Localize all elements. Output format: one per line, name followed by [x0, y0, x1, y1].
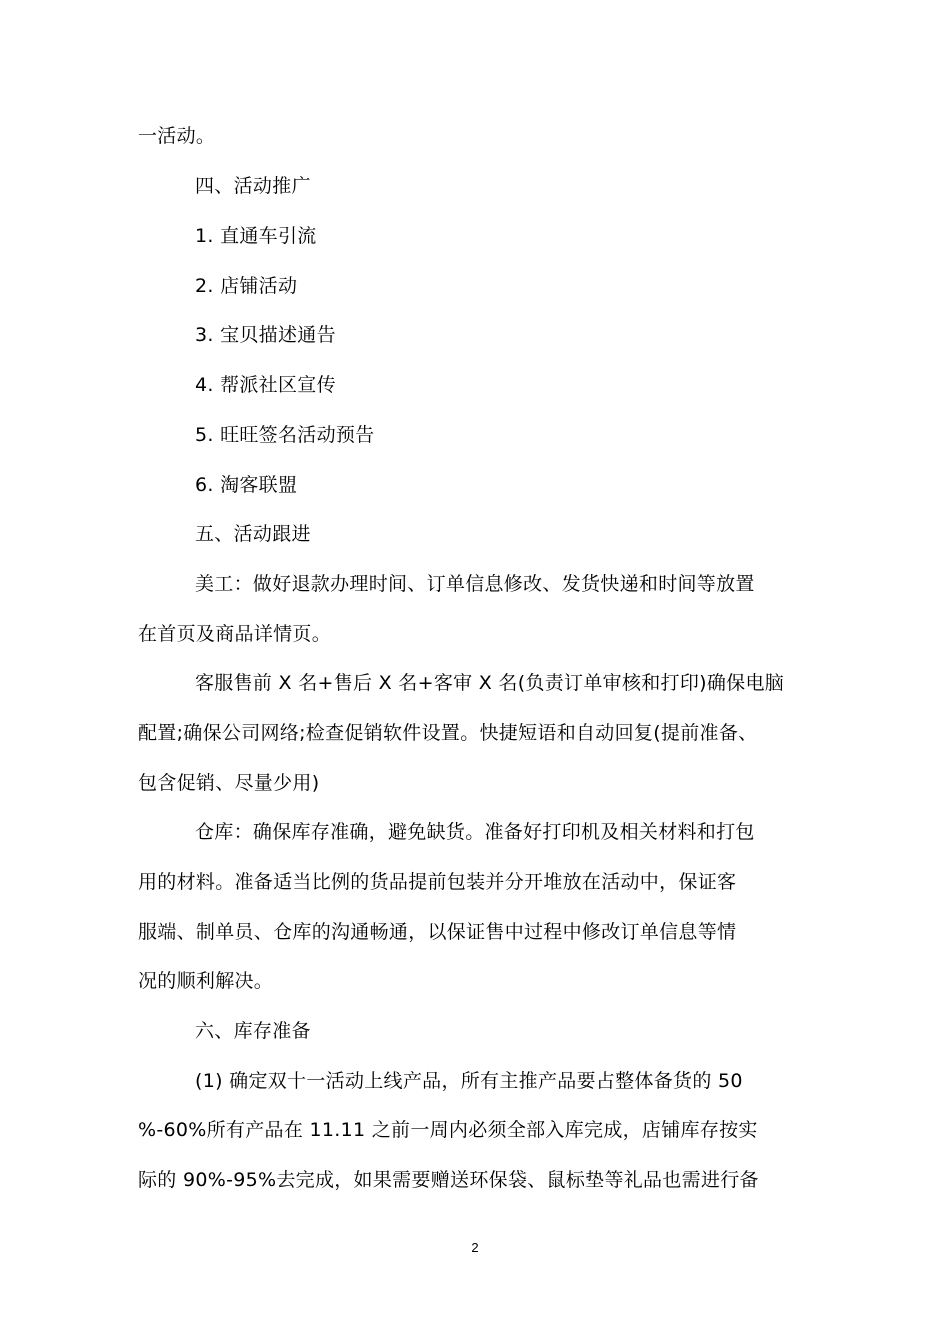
- paragraph-line: 在首页及商品详情页。: [138, 623, 332, 645]
- paragraph-line: %-60%所有产品在 11.11 之前一周内必须全部入库完成，店铺库存按实: [138, 1119, 758, 1141]
- list-item: 6. 淘客联盟: [195, 474, 298, 496]
- paragraph-line: 况的顺利解决。: [138, 970, 274, 992]
- paragraph-line: 配置;确保公司网络;检查促销软件设置。快捷短语和自动回复(提前准备、: [138, 722, 758, 744]
- list-item: 1. 直通车引流: [195, 225, 317, 247]
- paragraph-line: 美工：做好退款办理时间、订单信息修改、发货快递和时间等放置: [195, 573, 755, 595]
- list-item: 5. 旺旺签名活动预告: [195, 424, 375, 446]
- text-line: 一活动。: [138, 125, 216, 147]
- paragraph-line: 服端、制单员、仓库的沟通畅通，以保证售中过程中修改订单信息等情: [138, 921, 737, 943]
- list-item: 2. 店铺活动: [195, 275, 298, 297]
- section-heading: 四、活动推广: [195, 175, 311, 197]
- page-number: 2: [471, 1240, 479, 1255]
- section-heading: 六、库存准备: [195, 1020, 311, 1042]
- paragraph-line: 客服售前 X 名+售后 X 名+客审 X 名(负责订单审核和打印)确保电脑: [195, 672, 785, 694]
- list-item: 3. 宝贝描述通告: [195, 324, 336, 346]
- paragraph-line: 仓库：确保库存准确，避免缺货。准备好打印机及相关材料和打包: [195, 821, 755, 843]
- paragraph-line: 用的材料。准备适当比例的货品提前包装并分开堆放在活动中，保证客: [138, 871, 737, 893]
- paragraph-line: 包含促销、尽量少用): [138, 772, 320, 794]
- list-item: 4. 帮派社区宣传: [195, 374, 336, 396]
- section-heading: 五、活动跟进: [195, 523, 311, 545]
- paragraph-line: (1) 确定双十一活动上线产品，所有主推产品要占整体备货的 50: [195, 1070, 743, 1092]
- paragraph-line: 际的 90%-95%去完成，如果需要赠送环保袋、鼠标垫等礼品也需进行备: [138, 1169, 759, 1191]
